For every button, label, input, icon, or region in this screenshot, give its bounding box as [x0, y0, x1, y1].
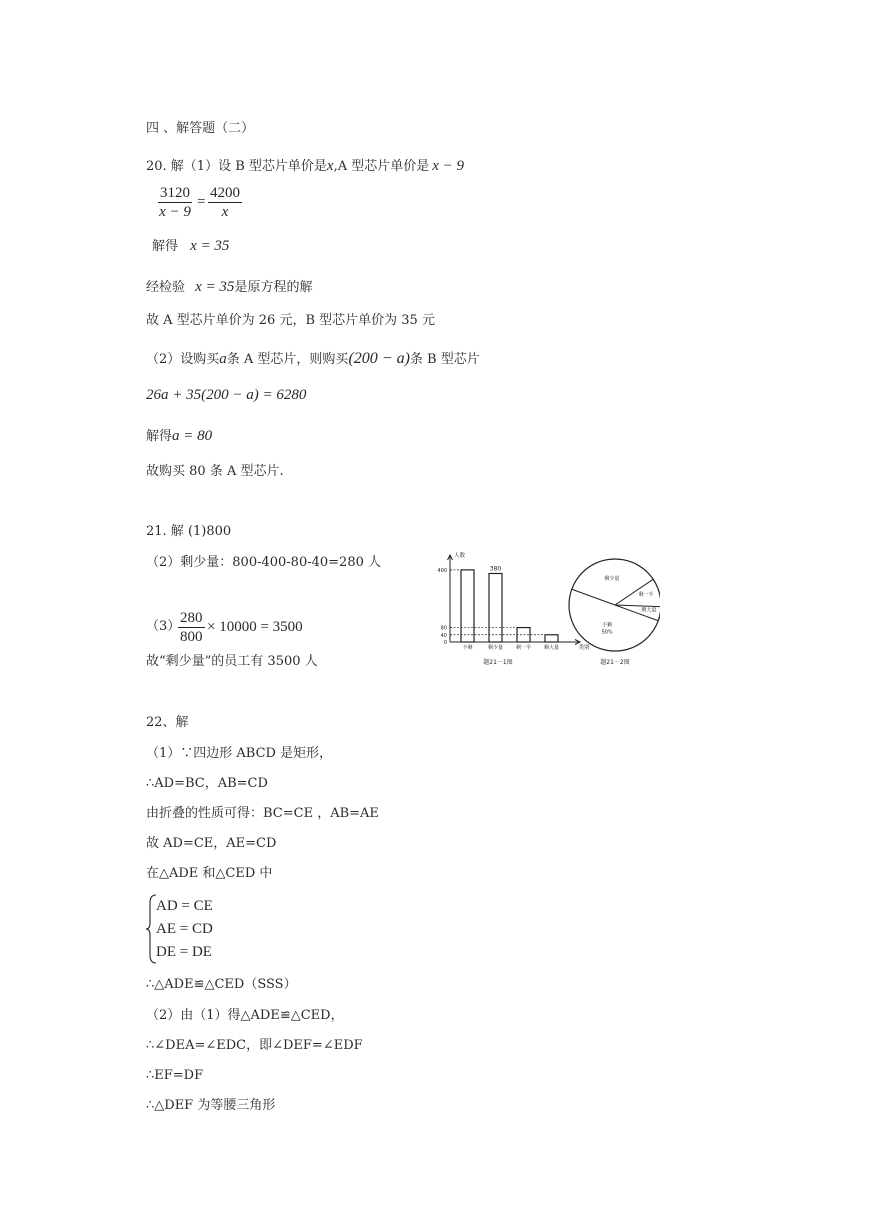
- q21-line4: 故“剩少量”的员工有 3500 人: [146, 654, 318, 669]
- q22-line1: 22、解: [146, 715, 189, 730]
- q21-fraction: [178, 609, 205, 646]
- q20-fraction-left: [158, 184, 192, 221]
- q20-conclusion2: 故购买 80 条 A 型芯片.: [146, 464, 284, 479]
- q20-expr-x-minus-9: x − 9: [432, 158, 465, 174]
- bar: [461, 570, 474, 642]
- q22-line4: 由折叠的性质可得：BC=CE ，AB=AE: [146, 806, 379, 821]
- q22-line10: ∴EF=DF: [146, 1068, 204, 1083]
- q22-system-eq1: AD = CE: [156, 898, 213, 914]
- bar: [489, 573, 502, 642]
- pie-slice-label: 剩少量: [604, 575, 620, 582]
- q20-frac2-num: 4200: [210, 185, 240, 201]
- q20-fraction-right: [208, 184, 242, 221]
- q20-solve-result: x = 35: [190, 238, 230, 254]
- q20-solve-label: 解得: [152, 239, 179, 254]
- q22-line8: （2）由（1）得△ADE≌△CED，: [146, 1008, 344, 1023]
- q20-solve2: [146, 428, 212, 445]
- bar: [545, 635, 558, 642]
- q20-frac1-num: 3120: [160, 185, 190, 201]
- pie-slice-label: 剩大量: [641, 607, 657, 614]
- q21-line3-pre: （3）: [146, 619, 181, 634]
- q20-check-label: 经检验: [146, 280, 186, 295]
- y-tick-label: 400: [437, 567, 447, 574]
- q20-line1-text: 20. 解（1）设 B 型芯片单价是: [146, 159, 327, 174]
- y-tick-label: 80: [440, 625, 447, 632]
- section-title: 四 、解答题（二）: [146, 121, 255, 136]
- q20-part2-mid: 条 A 型芯片，则购买: [226, 352, 349, 367]
- q20-part2-pre: （2）设购买: [146, 352, 220, 367]
- q21-frac-den: 800: [180, 629, 203, 645]
- q20-equals: =: [197, 194, 206, 210]
- x-tick-label: 不剩: [462, 645, 473, 651]
- x-axis-label: 类别: [578, 645, 590, 651]
- q20-solve2-result: a = 80: [172, 428, 213, 444]
- q22-system-eq2: AE = CD: [156, 921, 213, 937]
- q20-part2: [146, 351, 480, 368]
- y-tick-label: 0: [443, 640, 447, 646]
- q21-line2: （2）剩少量：800-400-80-40=280 人: [146, 555, 381, 570]
- q22-line5: 故 AD=CE，AE=CD: [146, 836, 277, 851]
- q21-line3-post: × 10000 = 3500: [207, 619, 303, 635]
- q21-line1: 21. 解 (1)800: [146, 524, 232, 539]
- x-tick-label: 剩一半: [515, 645, 532, 651]
- x-tick-label: 剩大量: [543, 645, 560, 651]
- q20-conclusion1: 故 A 型芯片单价为 26 元，B 型芯片单价为 35 元: [146, 313, 435, 328]
- q22-line2: （1）∵四边形 ABCD 是矩形，: [146, 746, 333, 761]
- bar-chart-title: 题21－1图: [483, 659, 513, 666]
- q20-solve: [152, 238, 229, 255]
- pie-slice-label: 不剩: [602, 622, 613, 629]
- q20-line1: [146, 158, 464, 175]
- q22-line9: ∴∠DEA=∠EDC，即∠DEF=∠EDF: [146, 1038, 363, 1053]
- q20-check-expr: x = 35: [195, 279, 235, 295]
- q20-solve2-label: 解得: [146, 429, 173, 444]
- q20-part2-post: 条 B 型芯片: [409, 352, 480, 367]
- q22-system-eq3: DE = DE: [156, 944, 212, 960]
- q22-system: [156, 895, 213, 964]
- q20-line1-mid: ,A 型芯片单价是: [333, 159, 430, 174]
- q22-line11: ∴△DEF 为等腰三角形: [146, 1098, 276, 1113]
- pie-percent-label: 50%: [601, 629, 613, 636]
- q20-check: [146, 279, 312, 296]
- q21-figure: [420, 545, 660, 670]
- q22-line6: 在△ADE 和△CED 中: [146, 866, 273, 881]
- pie-chart-title: 题21－2图: [600, 659, 630, 666]
- q20-frac2-den: x: [221, 204, 229, 220]
- data-label: 380: [489, 565, 502, 573]
- y-tick-label: 40: [440, 632, 447, 639]
- q22-line7: ∴△ADE≌△CED（SSS）: [146, 977, 297, 992]
- q20-check-post: 是原方程的解: [234, 280, 313, 295]
- q20-frac1-den: x − 9: [159, 204, 191, 220]
- x-tick-label: 剩少量: [487, 645, 504, 651]
- pie-slice-label: 剩一半: [638, 592, 654, 599]
- bar-chart: [437, 551, 590, 666]
- q20-var-x: x: [326, 158, 334, 174]
- q20-part2-expr: (200 − a): [348, 350, 410, 367]
- q22-line3: ∴AD=BC，AB=CD: [146, 776, 268, 791]
- q21-frac-num: 280: [180, 610, 203, 626]
- q20-part2-a: a: [219, 351, 227, 367]
- y-axis-label: 人数: [454, 553, 466, 559]
- q20-equation2: 26a + 35(200 − a) = 6280: [146, 387, 307, 403]
